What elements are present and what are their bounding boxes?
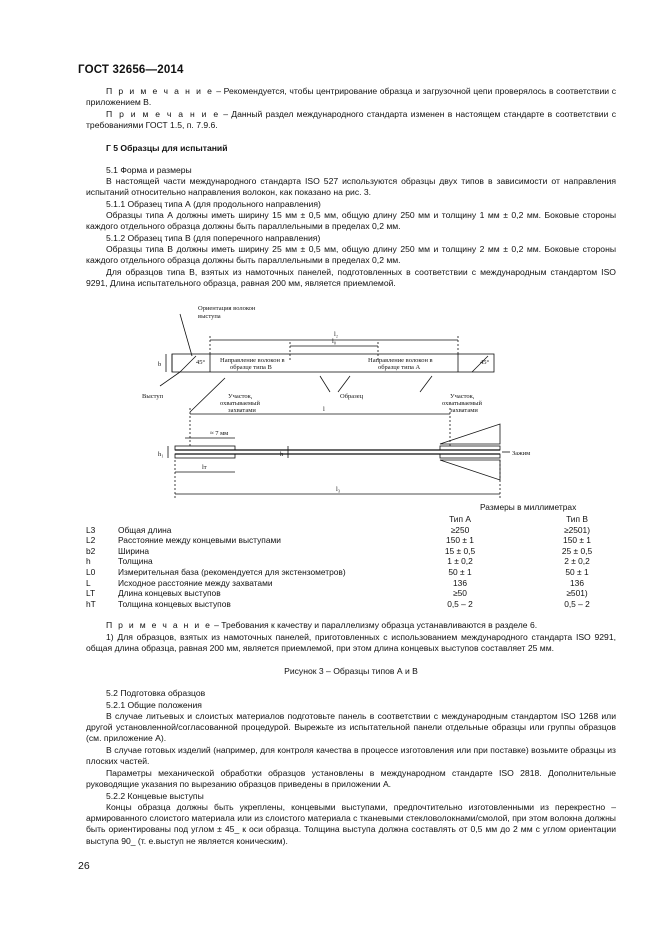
units-label: Размеры в миллиметрах	[480, 502, 577, 512]
page-number: 26	[78, 860, 90, 872]
row-name: Исходное расстояние между захватами	[118, 577, 273, 588]
label-h1: h₁	[158, 451, 164, 458]
row-name: Длина концевых выступов	[118, 588, 221, 599]
col-type-a: Тип А	[449, 514, 471, 524]
row-name: Расстояние между концевыми выступами	[118, 535, 281, 546]
row-type-b: 150 ± 1	[563, 535, 591, 546]
row-type-a: 150 ± 1	[446, 535, 474, 546]
note-1-text: – Рекомендуется, чтобы центрирование образца и загрузочной цепи проверялось в соответствии с приложением В.	[86, 86, 616, 108]
figure-footnote: 1) Для образцов, взятых из намоточных панелей, приготовленных с использованием международного стандарта ISO 9291, общая длина образца, равная 200 мм, является приемлемой, при этом длина концевых выступов составляет 25 мм.	[86, 632, 616, 654]
row-type-a: 1 ± 0,2	[447, 556, 473, 567]
row-type-a: 15 ± 0,5	[444, 545, 476, 556]
paragraph-5-1-1: Образцы типа А должны иметь ширину 15 мм ± 0,5 мм, общую длину 250 мм и толщину 1 мм ± 0,2 мм. Боковые стороны каждого отдельного образца должны быть параллельными в пределах 0,2 мм.	[86, 210, 616, 232]
row-type-b: ≥501)	[566, 588, 588, 599]
label-l: l	[323, 406, 325, 413]
subsection-5-1-1: 5.1.1 Образец типа А (для продольного направления)	[106, 199, 321, 209]
row-type-a: 136	[453, 577, 467, 588]
document-header: ГОСТ 32656—2014	[78, 64, 184, 76]
label-uch1-b: охватываемый	[220, 400, 260, 407]
table-header-row	[86, 514, 616, 525]
label-dir-b-1: Направление волокон в	[220, 357, 285, 364]
label-lt: lᴛ	[202, 464, 207, 471]
row-symbol: hT	[86, 598, 96, 609]
specimen-figure	[120, 300, 560, 500]
label-uch1-c: захватами	[228, 407, 256, 414]
row-type-b: 0,5 – 2	[564, 598, 590, 609]
label-l3: l₃	[336, 486, 341, 493]
row-name: Измерительная база (рекомендуется для экстензометров)	[118, 566, 346, 577]
row-type-b: 136	[570, 577, 584, 588]
row-type-b: 2 ± 0,2	[564, 556, 590, 567]
row-type-a: 50 ± 1	[448, 566, 472, 577]
note-1-label: П р и м е ч а н и е	[106, 86, 214, 96]
figure-note-text: – Требования к качеству и параллелизму образца устанавливаются в разделе 6.	[211, 620, 538, 630]
label-uch1-a: Участок,	[228, 393, 253, 400]
clamp-lower	[440, 460, 500, 480]
row-symbol: h	[86, 556, 91, 567]
row-type-b: 25 ± 0,5	[561, 545, 593, 556]
label-angle-1: 45°	[196, 359, 206, 366]
col-type-b: Тип В	[566, 514, 588, 524]
row-symbol: L2	[86, 535, 96, 546]
row-type-a: ≥50	[453, 588, 467, 599]
table-row	[86, 556, 616, 567]
row-symbol: L0	[86, 566, 96, 577]
note-2	[86, 109, 616, 131]
paragraph-5-2-1-a: В случае литьевых и слоистых материалов подготовьте панель в соответствии с международным стандартом ISO 1268 или другой установленной/согласованной процедурой. Вырежьте из испытательной панели отдельные образцы или группы образцов (см. приложение А).	[86, 711, 616, 744]
row-name: Толщина	[118, 556, 153, 567]
paragraph-5-2-1-b: В случае готовых изделий (например, для контроля качества в процессе изготовления или при поставке) возьмите образцы из плоских частей.	[86, 745, 616, 767]
paragraph-5-1-2: Образцы типа В должны иметь ширину 25 мм ± 0,5 мм, общую длину 250 мм и толщину 2 мм ± 0,2 мм. Боковые стороны каждого отдельного образца должны быть параллельными в пределах 0,2 мм.	[86, 244, 616, 266]
row-symbol: L	[86, 577, 91, 588]
figure-caption: Рисунок 3 – Образцы типов А и В	[284, 666, 418, 676]
paragraph-5-2-2: Концы образца должны быть укреплены, концевыми выступами, предпочтительно изготовленными из перекрестно – армированного слоистого материала или из слоистого материала с тканевыми стекловолокнами/смолой, при этом волокна должны быть ориентированы под углом ± 45_ к оси образца. Толщина выступа должна составлять от 0,5 мм до 2 мм с углом ориентации выступа 90_ (т. е.выступ не является коническим).	[86, 802, 616, 846]
dimensions-table	[86, 514, 616, 609]
note-2-label: П р и м е ч а н и е	[106, 109, 220, 119]
subsection-5-1-2: 5.1.2 Образец типа В (для поперечного направления)	[106, 233, 321, 243]
label-obrazec: Образец	[340, 393, 364, 400]
label-h: h	[280, 451, 284, 458]
table-row	[86, 599, 616, 610]
note-1	[86, 86, 616, 108]
label-7mm: ≈ 7 мм	[210, 430, 229, 437]
row-name: Ширина	[118, 545, 149, 556]
table-row	[86, 588, 616, 599]
row-symbol: b2	[86, 545, 96, 556]
label-uch2-c: захватами	[450, 407, 478, 414]
subsection-5-2-1: 5.2.1 Общие положения	[106, 700, 202, 710]
subsection-5-1: 5.1 Форма и размеры	[106, 165, 192, 175]
label-vystupa: выступа	[198, 313, 221, 320]
table-row	[86, 546, 616, 557]
row-name: Толщина концевых выступов	[118, 598, 231, 609]
figure-note	[86, 620, 616, 631]
row-name: Общая длина	[118, 524, 172, 535]
note-2-text: – Данный раздел международного стандарта изменен в настоящем стандарте в соответствии с требованиями ГОСТ 1.5, п. 7.9.6.	[86, 109, 616, 131]
row-symbol: LT	[86, 588, 96, 599]
figure-note-label: П р и м е ч а н и е	[106, 620, 212, 630]
label-l2: l₂	[334, 331, 339, 338]
table-row	[86, 535, 616, 546]
label-angle-2: 45°	[480, 359, 490, 366]
label-vystup: Выступ	[142, 393, 164, 400]
subsection-5-2-2: 5.2.2 Концевые выступы	[106, 791, 204, 801]
label-l0: l₀	[332, 338, 337, 345]
label-uch2-b: охватываемый	[442, 400, 482, 407]
label-uch2-a: Участок,	[450, 393, 475, 400]
row-type-b: 50 ± 1	[565, 566, 589, 577]
label-dir-a-1: Направление волокон в	[368, 357, 433, 364]
label-zazhim: Зажим	[512, 450, 531, 457]
subsection-5-2: 5.2 Подготовка образцов	[106, 688, 206, 698]
table-row	[86, 567, 616, 578]
paragraph-iso-9291: Для образцов типа В, взятых из намоточных панелей, подготовленных в соответствии с международным стандартом ISO 9291, Длина испытательного образца, равная 200 мм, является приемлемой.	[86, 267, 616, 289]
row-type-b: ≥2501)	[563, 524, 591, 535]
label-dir-a-2: образце типа А	[378, 364, 421, 371]
paragraph-5-1: В настоящей части международного стандарта ISO 527 используются образцы двух типов в зависимости от направления испытаний относительно направления волокон, как показано на рис. 3.	[86, 176, 616, 198]
table-row	[86, 525, 616, 536]
table-row	[86, 578, 616, 589]
paragraph-5-2-1-c: Параметры механической обработки образцов установлены в международном стандарте ISO 2818. Дополнительные руководящие указания по вырезанию образцов приведены в приложении А.	[86, 768, 616, 790]
label-orientation: Ориентация волокон	[198, 305, 256, 312]
row-symbol: L3	[86, 524, 96, 535]
row-type-a: ≥250	[450, 524, 470, 535]
label-b: b	[158, 361, 162, 368]
label-dir-b-2: образце типа В	[230, 364, 272, 371]
section-heading-g5: Г 5 Образцы для испытаний	[106, 143, 228, 153]
row-type-a: 0,5 – 2	[447, 598, 473, 609]
clamp-upper	[440, 424, 500, 444]
